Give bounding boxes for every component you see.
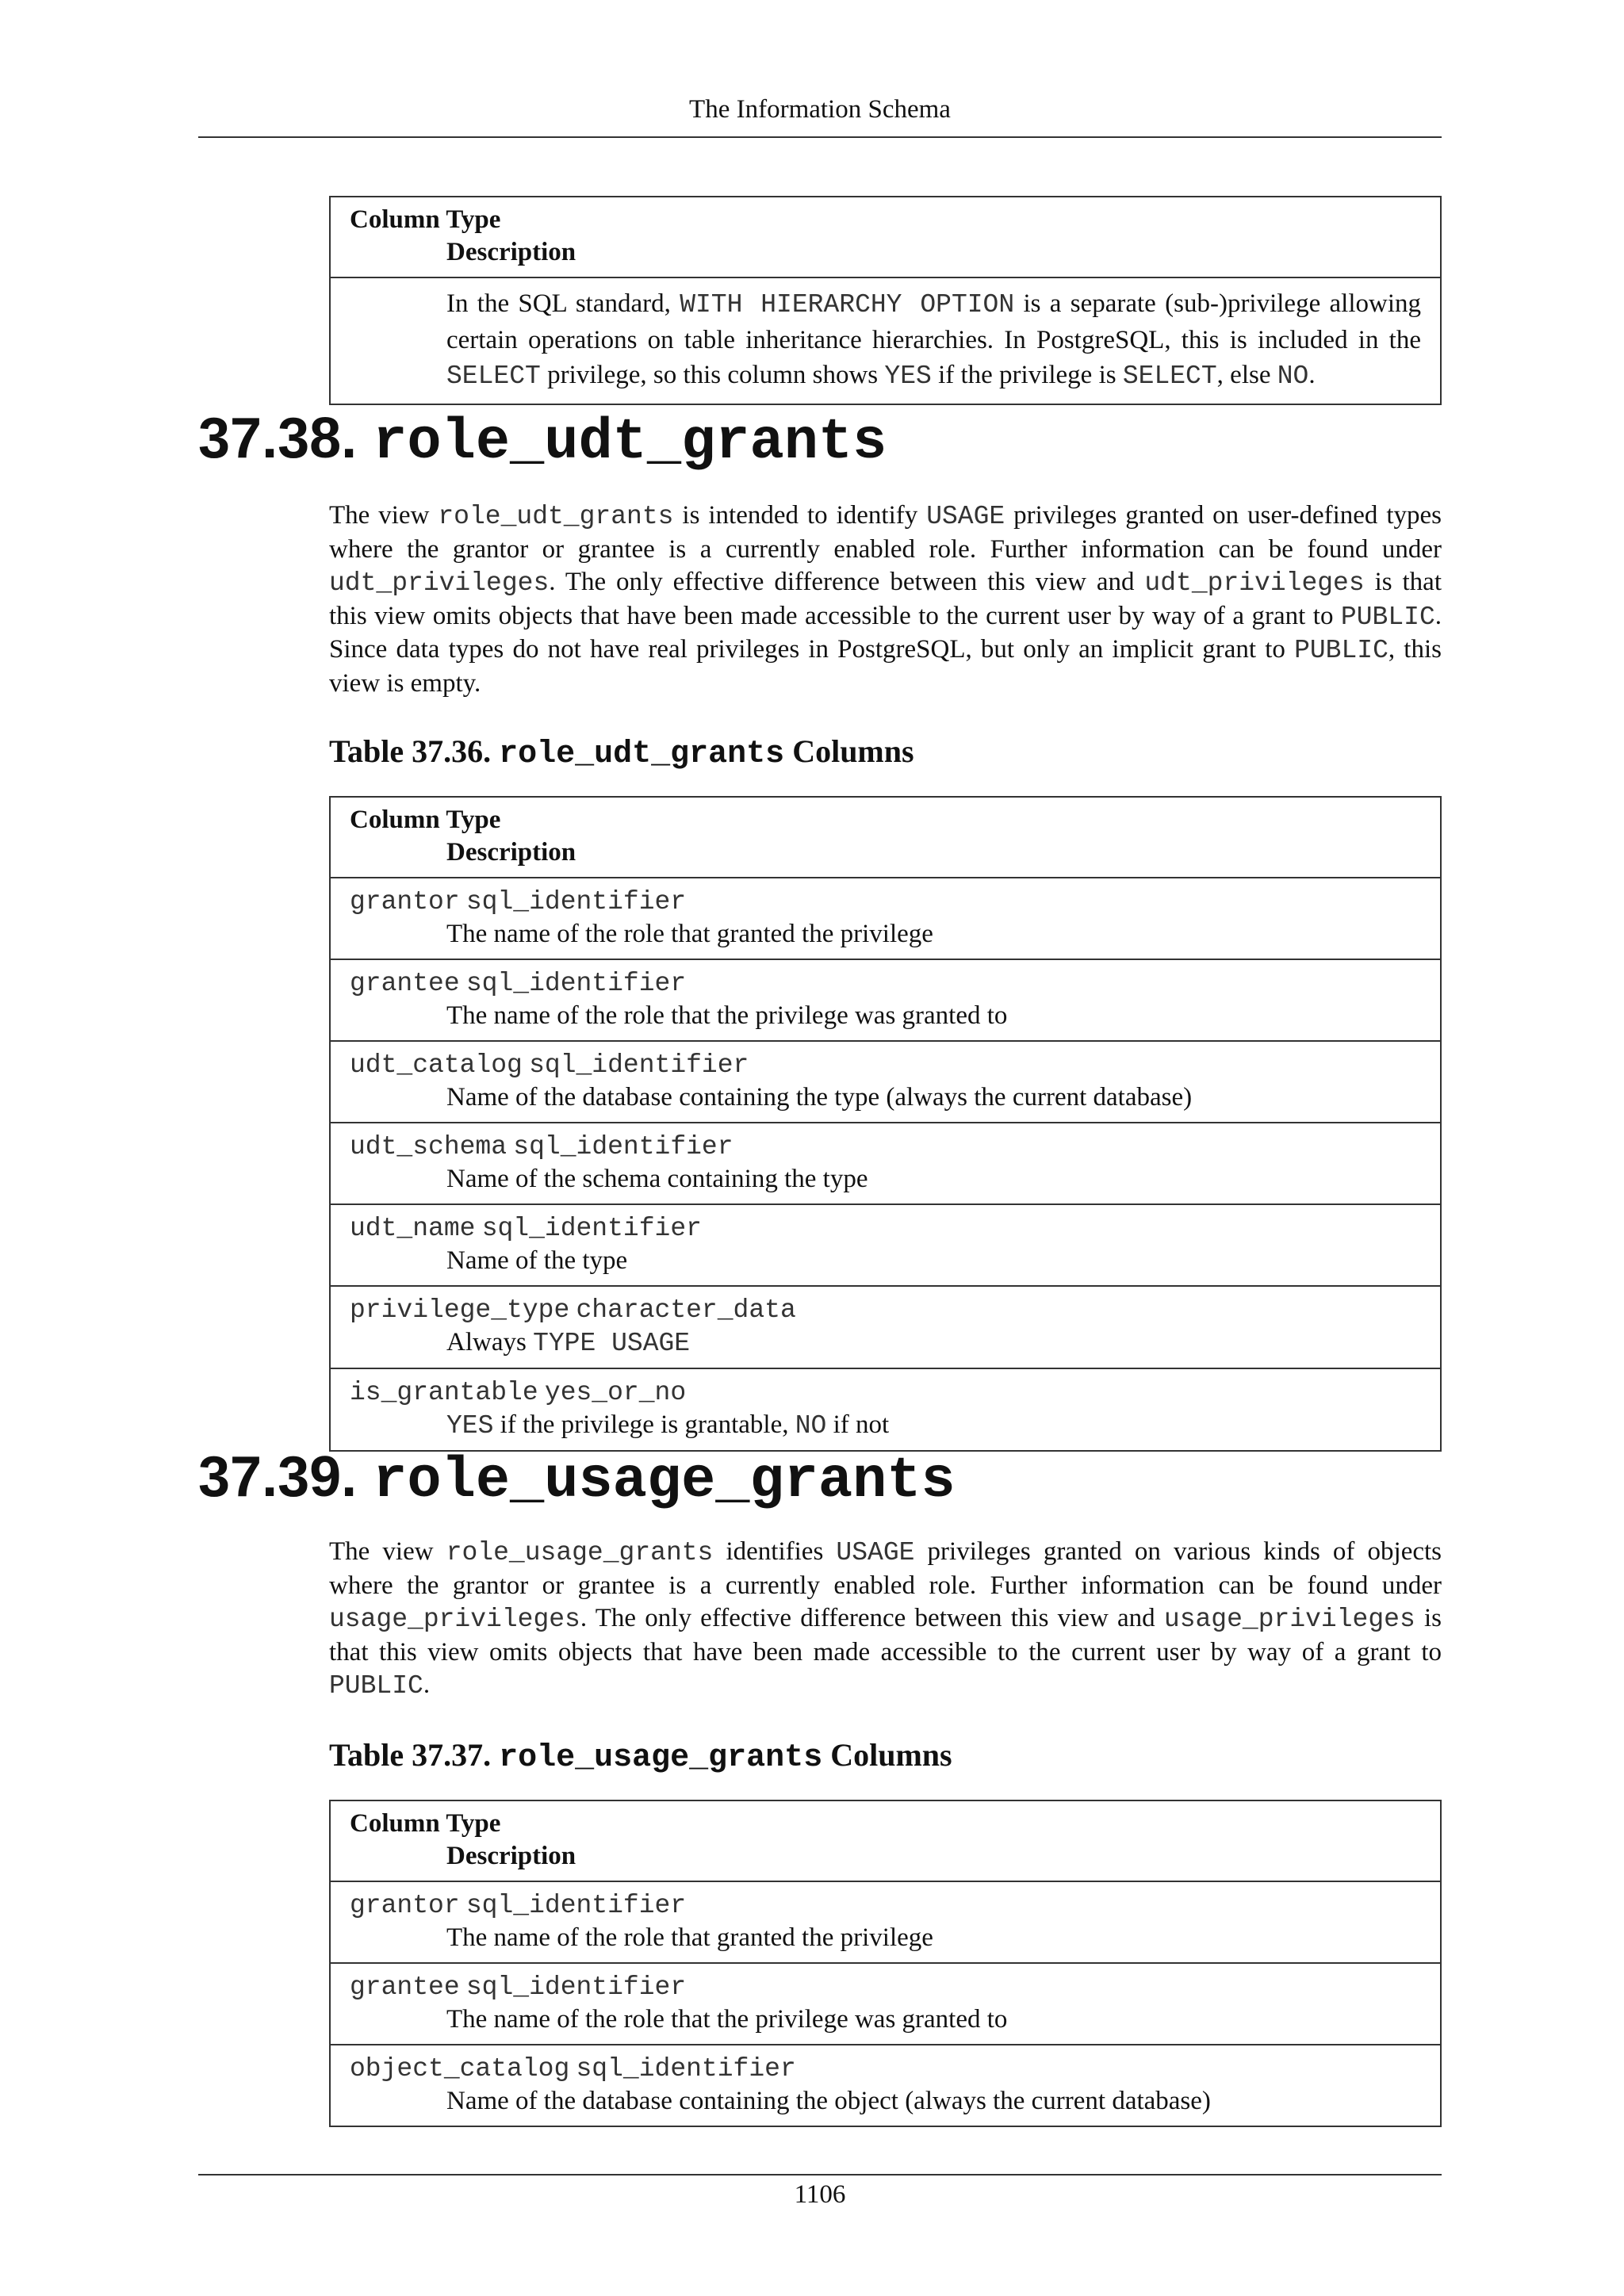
column-type-header: Column Type xyxy=(350,806,501,834)
column-type: yes_or_no xyxy=(544,1378,687,1407)
table-row xyxy=(330,959,1441,1041)
table-row xyxy=(330,1123,1441,1204)
table-header-row xyxy=(330,1800,1441,1881)
column-name: grantor xyxy=(350,887,460,916)
section-description: The view role_udt_grants is intended to identify USAGE privileges granted on user-defined types where the grantor or grantee is a currently enabled role. Further information can be found under udt_privileges. The only effective difference between this view and udt_privileges is that this view omits objects that have been made accessible to the current user by way of a grant to PUBLIC. Since data types do not have real privileges in PostgreSQL, but only an implicit grant to PUBLIC, this view is empty. xyxy=(329,501,1442,698)
continued-columns-table xyxy=(329,196,1442,405)
column-name: udt_name xyxy=(350,1214,476,1243)
columns-table xyxy=(329,1800,1442,2127)
column-name: privilege_type xyxy=(350,1295,570,1325)
description-header: Description xyxy=(446,838,576,867)
column-description: The name of the role that granted the privilege xyxy=(446,920,933,948)
column-type: sql_identifier xyxy=(465,887,687,916)
column-description: Name of the database containing the type (always the current database) xyxy=(446,1083,1193,1112)
table-row xyxy=(330,1041,1441,1123)
description-header: Description xyxy=(446,1842,576,1870)
running-header: The Information Schema xyxy=(689,95,951,124)
column-type: sql_identifier xyxy=(481,1214,702,1243)
table-header-row xyxy=(330,797,1441,878)
table-title: Table 37.37. role_usage_grants Columns xyxy=(329,1737,952,1776)
column-description: YES if the privilege is grantable, NO if not xyxy=(446,1410,890,1441)
table-row xyxy=(330,1286,1441,1368)
column-description: Name of the schema containing the type xyxy=(446,1165,868,1193)
column-type: sql_identifier xyxy=(513,1132,733,1161)
header-rule xyxy=(198,136,1442,138)
table-row xyxy=(330,2045,1441,2126)
section-title-role-usage-grants: 37.39. role_usage_grants xyxy=(198,1445,956,1513)
section-description: The view role_usage_grants identifies USAGE privileges granted on various kinds of objects where the grantor or grantee is a currently enabled role. Further information can be found under usage_privileges. The only effective difference between this view and usage_privileges is that this view omits objects that have been made accessible to the current user by way of a grant to PUBLIC. xyxy=(329,1537,1442,1701)
column-name: udt_schema xyxy=(350,1132,508,1161)
column-description: The name of the role that granted the privilege xyxy=(446,1923,933,1952)
column-description: Name of the database containing the object (always the current database) xyxy=(446,2087,1211,2115)
column-name: is_grantable xyxy=(350,1378,538,1407)
page-number: 1106 xyxy=(794,2180,846,2209)
column-description: Always TYPE USAGE xyxy=(446,1328,691,1358)
footer-rule xyxy=(198,2174,1442,2175)
table-row xyxy=(330,1881,1441,1963)
table-header-row xyxy=(330,197,1441,277)
table-row xyxy=(330,1368,1441,1451)
columns-table xyxy=(329,796,1442,1452)
table-row xyxy=(330,878,1441,959)
column-type: sql_identifier xyxy=(529,1050,749,1080)
table-title: Table 37.36. role_udt_grants Columns xyxy=(329,733,914,772)
column-name: udt_catalog xyxy=(350,1050,523,1080)
column-type: sql_identifier xyxy=(465,1891,687,1920)
column-type: sql_identifier xyxy=(465,969,687,998)
column-name: grantee xyxy=(350,1973,460,2002)
column-type: character_data xyxy=(576,1295,796,1325)
column-description: The name of the role that the privilege was granted to xyxy=(446,1001,1008,1030)
table-row xyxy=(330,277,1441,404)
continued-description: In the SQL standard, WITH HIERARCHY OPTION is a separate (sub-)privilege allowing certain operations on table inheritance hierarchies. In PostgreSQL, this is included in the SELECT privilege, so this column shows YES if the privilege is SELECT, else NO. xyxy=(446,289,1422,391)
column-name: grantee xyxy=(350,969,460,998)
description-header: Description xyxy=(446,238,576,266)
column-name: object_catalog xyxy=(350,2054,570,2084)
column-description: Name of the type xyxy=(446,1246,628,1275)
table-row xyxy=(330,1963,1441,2045)
table-row xyxy=(330,1204,1441,1286)
column-type-header: Column Type xyxy=(350,1809,501,1838)
section-title-role-udt-grants: 37.38. role_udt_grants xyxy=(198,407,887,475)
column-name: grantor xyxy=(350,1891,460,1920)
column-description: The name of the role that the privilege was granted to xyxy=(446,2005,1008,2034)
column-type: sql_identifier xyxy=(465,1973,687,2002)
column-type-header: Column Type xyxy=(350,205,501,234)
column-type: sql_identifier xyxy=(576,2054,796,2084)
